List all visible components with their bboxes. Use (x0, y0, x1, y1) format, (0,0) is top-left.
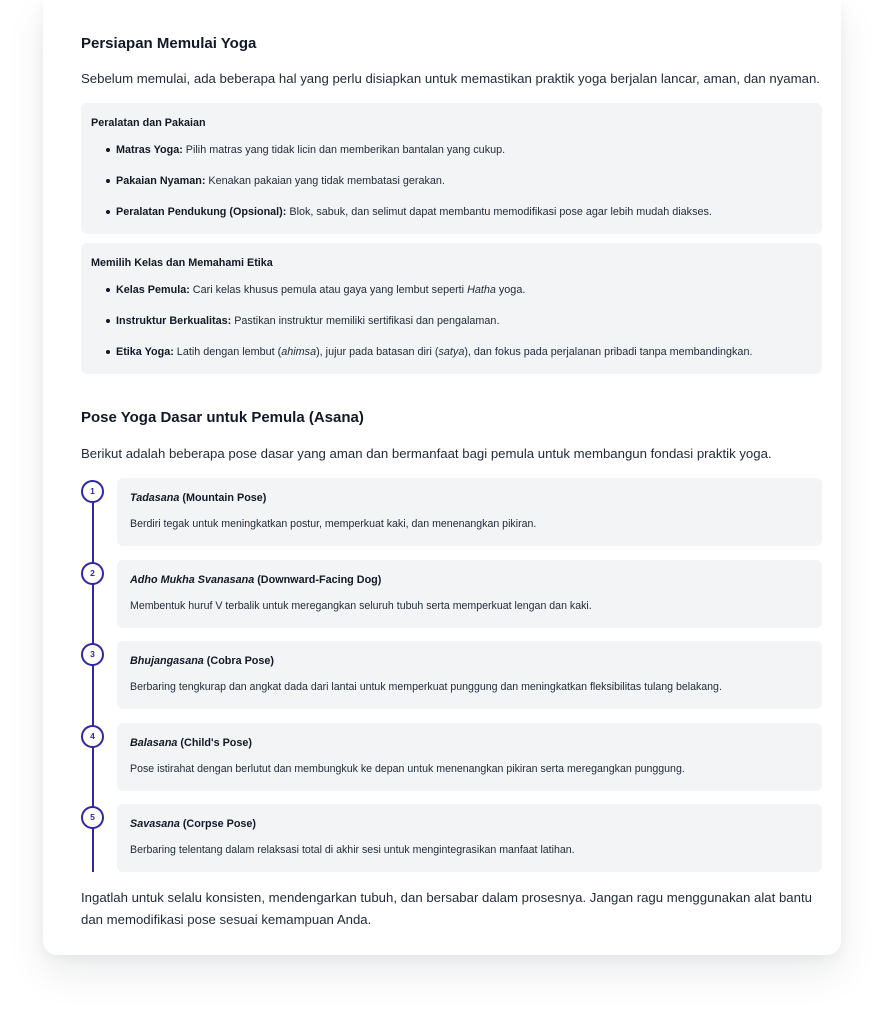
pose-title: Adho Mukha Svanasana (Downward-Facing Dog) (130, 574, 382, 586)
equipment-box-title: Peralatan dan Pakaian (91, 117, 206, 129)
pose-card (117, 804, 822, 872)
step-number-badge: 5 (81, 806, 104, 829)
pose-step (81, 804, 822, 872)
list-item: Matras Yoga: Pilih matras yang tidak licin dan memberikan bantalan yang cukup. (106, 143, 816, 174)
pose-step (81, 478, 822, 546)
pose-timeline (81, 478, 822, 873)
pose-description: Berdiri tegak untuk meningkatkan postur, memperkuat kaki, dan menenangkan pikiran. (130, 518, 537, 530)
content-card (43, 0, 841, 955)
pose-card (117, 560, 822, 628)
step-number-badge: 2 (81, 562, 104, 585)
class-etiquette-box (81, 243, 822, 374)
pose-title: Balasana (Child's Pose) (130, 737, 252, 749)
pose-title: Savasana (Corpse Pose) (130, 818, 257, 830)
equipment-box (81, 103, 822, 234)
list-item: Instruktur Berkualitas: Pastikan instruktur memiliki sertifikasi dan pengalaman. (106, 314, 816, 345)
pose-description: Pose istirahat dengan berlutut dan membungkuk ke depan untuk menenangkan pikiran serta meregangkan punggung. (130, 763, 685, 775)
section-intro-poses: Berikut adalah beberapa pose dasar yang aman dan bermanfaat bagi pemula untuk membangun fondasi praktik yoga. (81, 446, 772, 461)
pose-step (81, 560, 822, 628)
pose-description: Berbaring telentang dalam relaksasi total di akhir sesi untuk mengintegrasikan manfaat latihan. (130, 844, 575, 856)
list-item: Kelas Pemula: Cari kelas khusus pemula atau gaya yang lembut seperti Hatha yoga. (106, 283, 816, 314)
pose-description: Membentuk huruf V terbalik untuk meregangkan seluruh tubuh serta memperkuat lengan dan kaki. (130, 600, 592, 612)
pose-step (81, 723, 822, 791)
section-title-poses: Pose Yoga Dasar untuk Pemula (Asana) (81, 409, 364, 426)
closing-paragraph: Ingatlah untuk selalu konsisten, mendengarkan tubuh, dan bersabar dalam prosesnya. Jangan ragu menggunakan alat bantu dan memodifikasi pose sesuai kemampuan Anda. (81, 890, 812, 927)
list-item: Etika Yoga: Latih dengan lembut (ahimsa), jujur pada batasan diri (satya), dan fokus pada perjalanan pribadi tanpa membandingkan. (106, 345, 816, 376)
class-etiquette-box-title: Memilih Kelas dan Memahami Etika (91, 257, 273, 269)
pose-step (81, 641, 822, 709)
equipment-list (106, 143, 816, 236)
pose-title: Bhujangasana (Cobra Pose) (130, 655, 274, 667)
class-etiquette-list (106, 283, 816, 376)
step-number-badge: 3 (81, 643, 104, 666)
pose-description: Berbaring tengkurap dan angkat dada dari lantai untuk memperkuat punggung dan meningkatkan fleksibilitas tulang belakang. (130, 681, 722, 693)
list-item: Pakaian Nyaman: Kenakan pakaian yang tidak membatasi gerakan. (106, 174, 816, 205)
section-title-preparation: Persiapan Memulai Yoga (81, 35, 257, 52)
step-number-badge: 4 (81, 725, 104, 748)
list-item: Peralatan Pendukung (Opsional): Blok, sabuk, dan selimut dapat membantu memodifikasi pose agar lebih mudah diakses. (106, 205, 816, 236)
pose-title: Tadasana (Mountain Pose) (130, 492, 267, 504)
pose-card (117, 478, 822, 546)
pose-card (117, 723, 822, 791)
section-intro-preparation: Sebelum memulai, ada beberapa hal yang perlu disiapkan untuk memastikan praktik yoga berjalan lancar, aman, dan nyaman. (81, 71, 820, 86)
pose-card (117, 641, 822, 709)
step-number-badge: 1 (81, 480, 104, 503)
